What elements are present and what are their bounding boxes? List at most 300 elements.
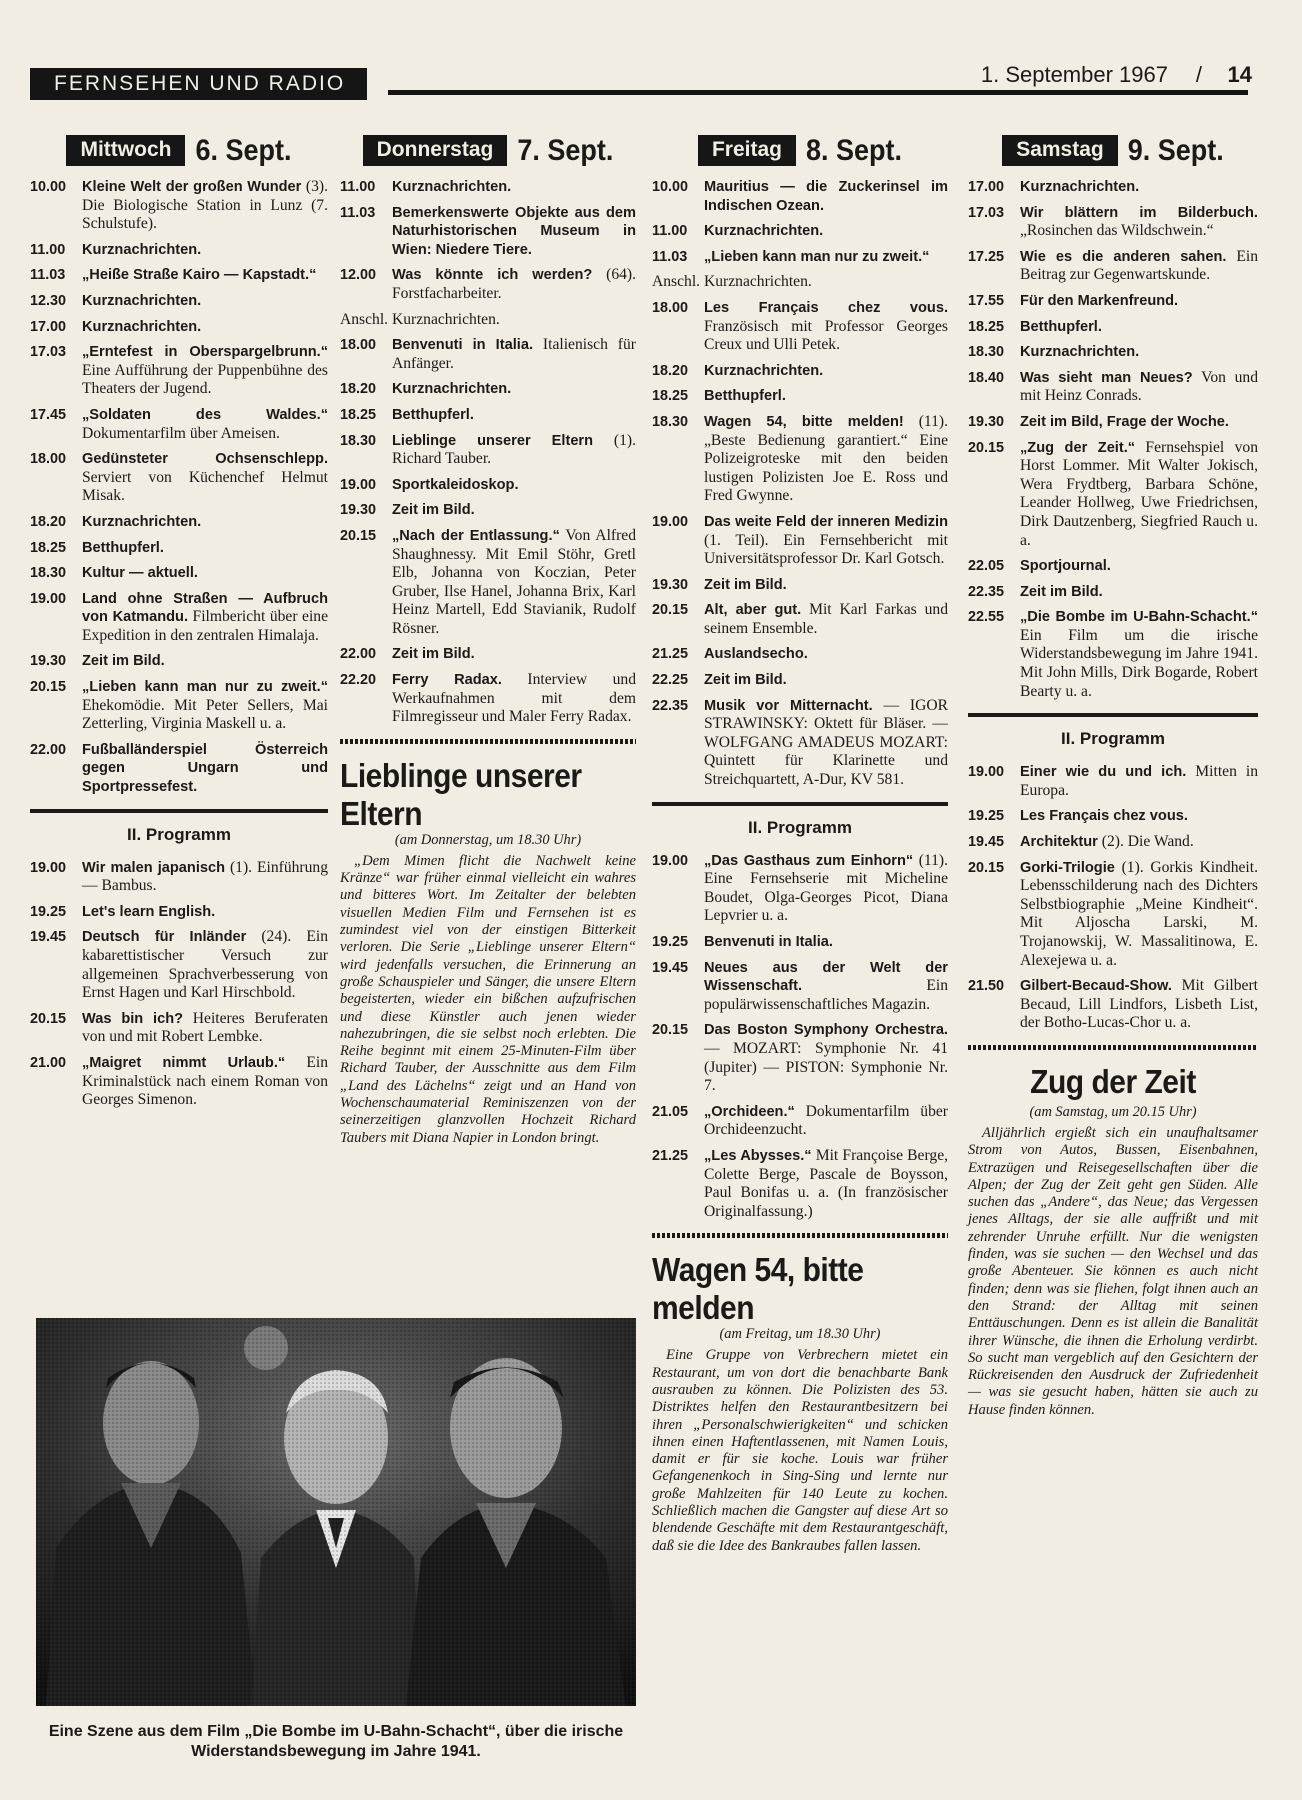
schedule-entry [340,501,636,520]
broadcast-time: 19.45 [652,959,689,976]
schedule-entry [968,343,1258,362]
broadcast-time: 17.55 [968,292,1005,309]
schedule-entry [30,178,328,234]
schedule-entry [30,678,328,734]
schedule-entry [968,833,1258,852]
program-description [704,1147,948,1221]
program-details: (1). Einführung — Bambus. [82,858,328,895]
program-title: „Das Gasthaus zum Einhorn“ [704,852,914,869]
feature-body: Alljährlich ergießt sich ein unaufhaltsamer Strom von Autos, Bussen, Eisenbahnen, Extrazügen und Reisegesellschaften über die Alpen; der Zug der Zeit geht gen Süden. Alle suchen das „Andere“, das Neue; das Vergessen jenes Alltags, der sie alle auffrißt und mit zehrender Unruhe erfüllt. Nur die wenigsten finden, was sie suchen — den Wechsel und das große Abenteuer. Sie können es auch nicht finden; denn was sie fliehen, folgt ihnen auch an den Strand: der Alltag mit seinen Enttäuschungen. Denn es ist allein die Banalität ihrer Wünsche, die ihnen die Erholung verdirbt. So sucht man vergeblich auf den Gesichtern der Rückreisenden den Ausdruck der Zufriedenheit — was sie gesucht haben, hätten sie auch zu Hause finden können. [968,1124,1258,1418]
broadcast-time: 18.25 [30,539,67,556]
broadcast-time: 18.20 [340,381,377,398]
schedule-entry [968,369,1258,406]
program-title: Kurznachrichten. [1020,344,1140,361]
program-title: Einer wie du und ich. [1020,764,1187,781]
broadcast-time: 22.25 [652,672,689,689]
program-title: Kurznachrichten. [392,179,512,195]
schedule-list [340,178,636,727]
section-rule [30,809,328,813]
schedule-list [968,178,1258,701]
program-title: Architektur [1020,834,1098,851]
broadcast-time: 18.20 [652,362,689,379]
photo-caption: Eine Szene aus dem Film „Die Bombe im U-Bahn-Schacht“, über die irische Widerstandsbewegung im Jahre 1941. [48,1723,624,1760]
dotted-rule [340,739,636,744]
masthead [30,62,1260,106]
dotted-rule [652,1233,948,1238]
program-details: Mit Gilbert Becaud, Lill Lindfors, Lisbeth List, der Botho-Lucas-Chor u. a. [1020,977,1258,1032]
section-title: FERNSEHEN UND RADIO [30,68,367,100]
program-description [1020,608,1258,701]
broadcast-time: 21.25 [652,1147,689,1164]
feature-title: Lieblinge unserer Eltern [340,757,582,833]
schedule-entry [340,204,636,260]
program-description [82,266,328,285]
broadcast-time: 17.25 [968,248,1005,265]
program-description [82,678,328,734]
broadcast-time: 20.15 [30,1010,67,1027]
feature-subtitle: (am Donnerstag, um 18.30 Uhr) [394,831,582,848]
broadcast-time: 19.45 [968,834,1005,851]
schedule-entry [968,204,1258,241]
schedule-entry [968,439,1258,551]
program-description [82,178,328,234]
day-date: 6. Sept. [195,133,292,167]
program-title: Les Français chez vous. [1020,808,1188,825]
program-title: „Zug der Zeit.“ [1020,439,1136,456]
issue-date: 1. September 1967 [980,62,1168,87]
schedule-entry [30,513,328,532]
column-donnerstag [340,130,636,1147]
program-title: Les Français chez vous. [704,299,948,316]
schedule-entry [340,406,636,425]
feature-body: Eine Gruppe von Verbrechern mietet ein Restaurant, um von dort die benachbarte Bank ausrauben zu können. Die Polizisten des 53. Distriktes helfen den Restaurantbesitzern bei ihren „Personalschwierigkeiten“ und schicken ihnen einen Haftentlassenen, mit Namen Louis, damit er für sie koche. Louis war früher Gefangenenkoch in Sing-Sing und lernte nur große Mahlzeiten für 140 Leute zu kochen. Schließlich machen die Gangster auf diese Art so blendende Geschäfte mit dem Restaurantgeschäft, daß sie die Idee des Bankraubes fallen lassen. [652,1347,948,1554]
broadcast-time: 19.25 [968,808,1005,825]
schedule-entry [340,178,636,197]
program-description [704,601,948,638]
broadcast-time: 10.00 [652,179,689,195]
broadcast-time: 19.25 [30,903,67,920]
program-description [704,248,948,267]
program-description [1020,369,1258,406]
program-description [392,645,636,664]
program-title: Zeit im Bild, Frage der Woche. [1020,413,1229,430]
broadcast-time: 22.35 [652,697,689,714]
program-details: Mit Françoise Berge, Colette Berge, Pascale de Boysson, Paul Bonifas u. a. (In französischer Originalfassung.) [704,1146,949,1220]
program-description [1020,318,1258,337]
program-description [82,741,328,797]
broadcast-time: 11.00 [652,223,688,240]
broadcast-time: 18.20 [30,513,67,530]
program-description [704,178,948,215]
program-title: Kultur — aktuell. [82,565,198,582]
program-details: — MOZART: Symphonie Nr. 41 (Jupiter) — PISTON: Symphonie Nr. 7. [704,1039,948,1095]
broadcast-time: 19.00 [968,764,1005,781]
program-details: Von Alfred Shaughnessy. Mit Emil Stöhr, Gretl Elb, Johanna von Koczian, Peter Gruber, Ilse Hanel, Johanna Brix, Karl Heinz Martell, Edd Stavianik, Rudolf Rösner. [392,526,637,637]
schedule-entry [652,671,948,690]
broadcast-time: 21.25 [652,646,689,663]
program-description [1020,248,1258,285]
program-title: „Nach der Entlassung.“ [392,527,560,544]
program-description [1020,763,1258,800]
broadcast-time: 22.05 [968,558,1005,575]
dotted-rule [968,1045,1258,1050]
schedule-entry [340,671,636,727]
schedule-entry [340,336,636,373]
program-title: Neues aus der Welt der Wissenschaft. [704,959,948,995]
program-description [704,933,948,952]
program-description [1020,807,1258,826]
broadcast-time: 20.15 [340,527,377,544]
broadcast-time: 22.00 [30,741,67,758]
program-title: „Les Abysses.“ [704,1147,812,1164]
broadcast-time: 20.15 [652,602,689,619]
program-description [82,406,328,443]
program-title: Gedünsteter Ochsenschlepp. [82,451,328,468]
program-description [82,928,328,1002]
program-title: „Heiße Straße Kairo — Kapstadt.“ [82,267,317,284]
schedule-entry [30,266,328,285]
program-description [82,564,328,583]
day-header [968,130,1258,166]
schedule-entry [968,248,1258,285]
day-date: 9. Sept. [1127,133,1224,167]
program-title: Zeit im Bild. [392,502,475,519]
schedule-entry [652,299,948,355]
program-title: Was bin ich? [82,1010,184,1027]
program-title: Kurznachrichten. [1020,179,1140,195]
program-title: Deutsch für Inländer [82,929,247,946]
program-details: Fernsehspiel von Horst Lommer. Mit Walter Jokisch, Wera Frydtberg, Barbara Schöne, Leander Hollweg, Uwe Friedrichsen, Dirk Dautzenberg, Siegfried Rauch u. a. [1020,438,1259,549]
program-description [82,652,328,671]
program-details: Ein Film um die irische Widerstandsbewegung im Jahre 1941. Mit John Mills, Dirk Bogarde, Robert Bearty u. a. [1020,626,1258,700]
section-rule [968,713,1258,717]
schedule-entry [968,807,1258,826]
broadcast-time: 21.00 [30,1054,67,1071]
broadcast-time: 18.25 [652,388,689,405]
broadcast-time: 10.00 [30,179,67,195]
feature-title: Zug der Zeit [1030,1063,1196,1101]
program-details: Ehekomödie. Mit Peter Sellers, Mai Zetterling, Virginia Maskell u. a. [82,696,328,733]
broadcast-time: 21.50 [968,978,1005,995]
broadcast-time: 18.25 [968,318,1005,335]
program-description [704,959,948,1015]
program-title: Betthupferl. [704,388,786,405]
program-description [704,513,948,569]
program-description [392,501,636,520]
masthead-rule [388,90,1248,95]
schedule-entry [340,527,636,639]
program-details: Mitten in Europa. [1020,763,1258,799]
broadcast-time: 18.30 [30,565,67,582]
schedule-entry [652,248,948,267]
schedule-note: Anschl. Kurznachrichten. [340,310,500,328]
program-title: Let's learn English. [82,903,216,920]
program-title: Kurznachrichten. [704,223,824,240]
schedule-entry [652,222,948,241]
broadcast-time: 19.30 [340,502,377,519]
program-description [82,859,328,896]
program-details: (24). Ein kabarettistischer Versuch zur allgemeinen Sprachverbesserung von Ernst Hagen und Karl Hirschbold. [82,928,328,1002]
schedule-entry [652,576,948,595]
program-details: (11). Eine Fernsehserie mit Micheline Boudet, Olga-Georges Picot, Diana Lepvrier u. a. [704,851,948,925]
feature-subtitle: (am Samstag, um 20.15 Uhr) [1029,1103,1197,1120]
program-description [704,413,948,506]
broadcast-time: 11.00 [340,179,376,195]
program-title: Musik vor Mitternacht. [704,697,873,714]
schedule-note: Anschl. Kurznachrichten. [652,273,812,291]
broadcast-time: 18.00 [30,451,67,468]
program-title: Betthupferl. [1020,318,1102,335]
schedule-entry [968,557,1258,576]
program-title: „Lieben kann man nur zu zweit.“ [82,679,328,696]
program-description [82,343,328,399]
schedule-entry [652,362,948,381]
schedule-entry [652,387,948,406]
broadcast-time: 11.03 [30,267,66,284]
program-title: Benvenuti in Italia. [704,934,833,950]
program-title: Kurznachrichten. [392,381,512,398]
schedule-entry [30,928,328,1002]
program-details: Ein Kriminalstück nach einem Roman von Georges Simenon. [82,1053,329,1109]
program-description [1020,292,1258,311]
broadcast-time: 22.00 [340,646,377,663]
program-details: Dokumentarfilm über Ameisen. [82,424,280,442]
program-description [704,697,948,790]
program-title: Kurznachrichten. [704,362,824,379]
program2-heading: II. Programm [1061,729,1165,749]
program-title: Kleine Welt der großen Wunder [82,179,302,195]
broadcast-time: 19.00 [652,852,689,869]
program-details: Interview und Werkaufnahmen mit dem Filmregisseur und Maler Ferry Radax. [392,671,636,726]
feature-body: „Dem Mimen flicht die Nachwelt keine Kränze“ war früher einmal vielleicht ein wahres und bitteres Wort. Im Zeitalter der belebten visuellen Medien Film und Fernsehen ist es zumindest viel von der einstigen Bitterkeit verloren. Die Serie „Lieblinge unserer Eltern“ wird jedenfalls versuchen, die Erinnerung an große Schauspieler und Sänger, die unsere Eltern begeisterten, wieder ein bißchen aufzufrischen und diese Künstler auch jenen wieder nahezubringen, die sie selbst noch erlebten. Die Reihe beginnt mit einem 25-Minuten-Film über Richard Tauber, der Ausschnitte aus dem Film „Land des Lächelns“ zeigt und an Hand von Wochenschaumaterial Reminiszenzen von der seinerzeitigen glanzvollen Hochzeit Richard Taubers mit Diana Napier in London bringt. [340,852,636,1146]
program-title: „Orchideen.“ [704,1103,795,1120]
broadcast-time: 17.45 [30,406,67,423]
program-title: Wagen 54, bitte melden! [704,413,904,430]
schedule-entry [30,241,328,260]
program-description [704,1021,948,1095]
schedule-entry [30,318,328,337]
schedule-list [652,178,948,790]
program-title: Betthupferl. [392,406,474,423]
program-title: Lieblinge unserer Eltern [392,432,594,449]
program-title: Alt, aber gut. [704,602,802,619]
program-description [1020,859,1258,971]
broadcast-time: 19.00 [340,476,377,493]
program-description [1020,204,1258,241]
section-rule [652,802,948,806]
broadcast-time: 22.35 [968,583,1005,600]
schedule-entry [30,903,328,922]
schedule-entry [968,178,1258,197]
program-description [392,266,636,303]
program-title: Für den Markenfreund. [1020,292,1179,309]
schedule-entry [652,513,948,569]
broadcast-time: 17.03 [30,344,67,361]
program-description [704,852,948,926]
program-description [392,671,636,727]
program-title: Mauritius — die Zuckerinsel im Indischen Ozean. [704,179,948,214]
schedule-entry [340,266,636,303]
program-title: Zeit im Bild. [82,653,165,670]
schedule-entry [30,406,328,443]
broadcast-time: 18.30 [968,344,1005,361]
program-title: Zeit im Bild. [704,576,787,593]
schedule-entry [30,450,328,506]
schedule-entry [652,178,948,215]
schedule-entry [652,1021,948,1095]
program-title: Sportjournal. [1020,558,1111,575]
program-description [1020,439,1258,551]
schedule-entry [30,1054,328,1110]
program-title: Das weite Feld der inneren Medizin [704,513,948,530]
program2-heading: II. Programm [748,817,852,837]
program-title: Wir blättern im Bilderbuch. [1020,204,1258,221]
program2-heading: II. Programm [127,824,231,844]
program-details: Eine Aufführung der Puppenbühne des Theaters der Jugend. [82,361,328,398]
schedule-entry [652,959,948,1015]
schedule-entry [340,380,636,399]
broadcast-time: 19.30 [30,653,67,670]
broadcast-time: 18.40 [968,369,1005,386]
program-description [82,903,328,922]
program-details: „Rosinchen das Wildschwein.“ [1020,222,1214,240]
schedule-list [30,178,328,797]
program-title: „Soldaten des Waldes.“ [82,406,328,423]
broadcast-time: 19.00 [30,590,67,607]
broadcast-time: 21.05 [652,1103,689,1120]
program-description [82,539,328,558]
program-description [82,590,328,646]
program-details: Filmbericht über eine Expedition in den zentralen Himalaja. [82,608,329,644]
program-description [1020,178,1258,197]
program-description [704,645,948,664]
program-details: Ein populärwissenschaftliches Magazin. [704,977,948,1013]
broadcast-time: 19.25 [652,934,689,950]
broadcast-time: 12.30 [30,292,67,309]
program-details: (1). Richard Tauber. [392,431,636,468]
schedule-entry [968,583,1258,602]
program-details: Heiteres Beruferaten von und mit Robert Lembke. [82,1009,328,1046]
program-title: Was könnte ich werden? [392,267,593,284]
column-samstag [968,130,1258,1419]
program-description [704,576,948,595]
program-description [392,406,636,425]
program-title: Das Boston Symphony Orchestra. [704,1022,948,1039]
program-details: (64). Forstfacharbeiter. [392,266,637,302]
schedule-entry [652,1147,948,1221]
program-details: Serviert von Küchenchef Helmut Misak. [82,468,328,505]
schedule-entry [652,601,948,638]
program-title: Betthupferl. [82,539,164,556]
schedule-entry [30,539,328,558]
program-details: Mit Karl Farkas und seinem Ensemble. [704,601,949,637]
broadcast-time: 22.20 [340,672,377,689]
program-title: Auslandsecho. [704,646,808,663]
program-description [704,1103,948,1140]
schedule-entry [30,741,328,797]
broadcast-time: 17.00 [30,318,67,335]
feature-title: Wagen 54, bitte melden [652,1252,864,1328]
schedule-entry [968,977,1258,1033]
schedule-entry [30,564,328,583]
broadcast-time: 18.25 [340,406,377,423]
schedule-entry [652,697,948,790]
schedule-entry [652,933,948,952]
program-title: „Maigret nimmt Urlaub.“ [82,1054,286,1071]
program-title: Sportkaleidoskop. [392,476,519,493]
broadcast-time: 17.00 [968,179,1005,195]
schedule-entry [30,343,328,399]
program-details: — IGOR STRAWINSKY: Oktett für Bläser. — WOLFGANG AMADEUS MOZART: Quintett für Klarinette und Streichquartett, A-Dur, KV 581. [704,696,948,789]
schedule-entry [340,432,636,469]
program-title: Kurznachrichten. [82,513,202,530]
program-description [704,362,948,381]
broadcast-time: 11.00 [30,241,66,258]
schedule-entry [968,318,1258,337]
program-title: Zeit im Bild. [1020,583,1103,600]
program-title: Gorki-Trilogie [1020,859,1115,876]
program-description [1020,977,1258,1033]
program2-list [652,852,948,1222]
day-header [652,130,948,166]
program-description [704,222,948,241]
program-description [82,318,328,337]
schedule-entry [30,859,328,896]
broadcast-time: 18.30 [340,432,377,449]
broadcast-time: 11.03 [652,248,688,265]
schedule-entry [968,292,1258,311]
film-still-photo [36,1318,636,1706]
broadcast-time: 18.00 [652,299,689,316]
program-title: „Erntefest in Oberspargelbrunn.“ [82,344,328,361]
schedule-entry [968,413,1258,432]
program-details: Ein Beitrag zur Gegenwartskunde. [1020,247,1258,284]
program-title: Gilbert-Becaud-Show. [1020,978,1172,995]
program-title: Kurznachrichten. [82,241,202,258]
day-header [340,130,636,166]
schedule-entry [340,476,636,495]
program-title: Zeit im Bild. [704,672,787,689]
broadcast-time: 12.00 [340,267,377,284]
schedule-entry [652,645,948,664]
schedule-entry [968,859,1258,971]
program-description [392,432,636,469]
schedule-entry [652,1103,948,1140]
broadcast-time: 20.15 [968,859,1005,876]
schedule-entry [30,652,328,671]
program-title: Ferry Radax. [392,672,502,689]
program-description [1020,413,1258,432]
day-date: 7. Sept. [517,133,614,167]
program-description [392,178,636,197]
broadcast-time: 19.00 [30,859,67,876]
schedule-entry [968,763,1258,800]
schedule-entry [30,1010,328,1047]
day-date: 8. Sept. [805,133,903,167]
program-description [1020,557,1258,576]
program-description [704,671,948,690]
program-title: „Die Bombe im U-Bahn-Schacht.“ [1020,609,1258,626]
schedule-entry [968,608,1258,701]
program-description [392,380,636,399]
broadcast-time: 19.45 [30,929,67,946]
program-description [704,299,948,355]
program-details: (3). Die Biologische Station in Lunz (7. Schulstufe). [82,178,328,233]
program-title: „Lieben kann man nur zu zweit.“ [704,248,930,265]
program2-list [30,859,328,1110]
program-description [392,476,636,495]
schedule-entry [30,590,328,646]
